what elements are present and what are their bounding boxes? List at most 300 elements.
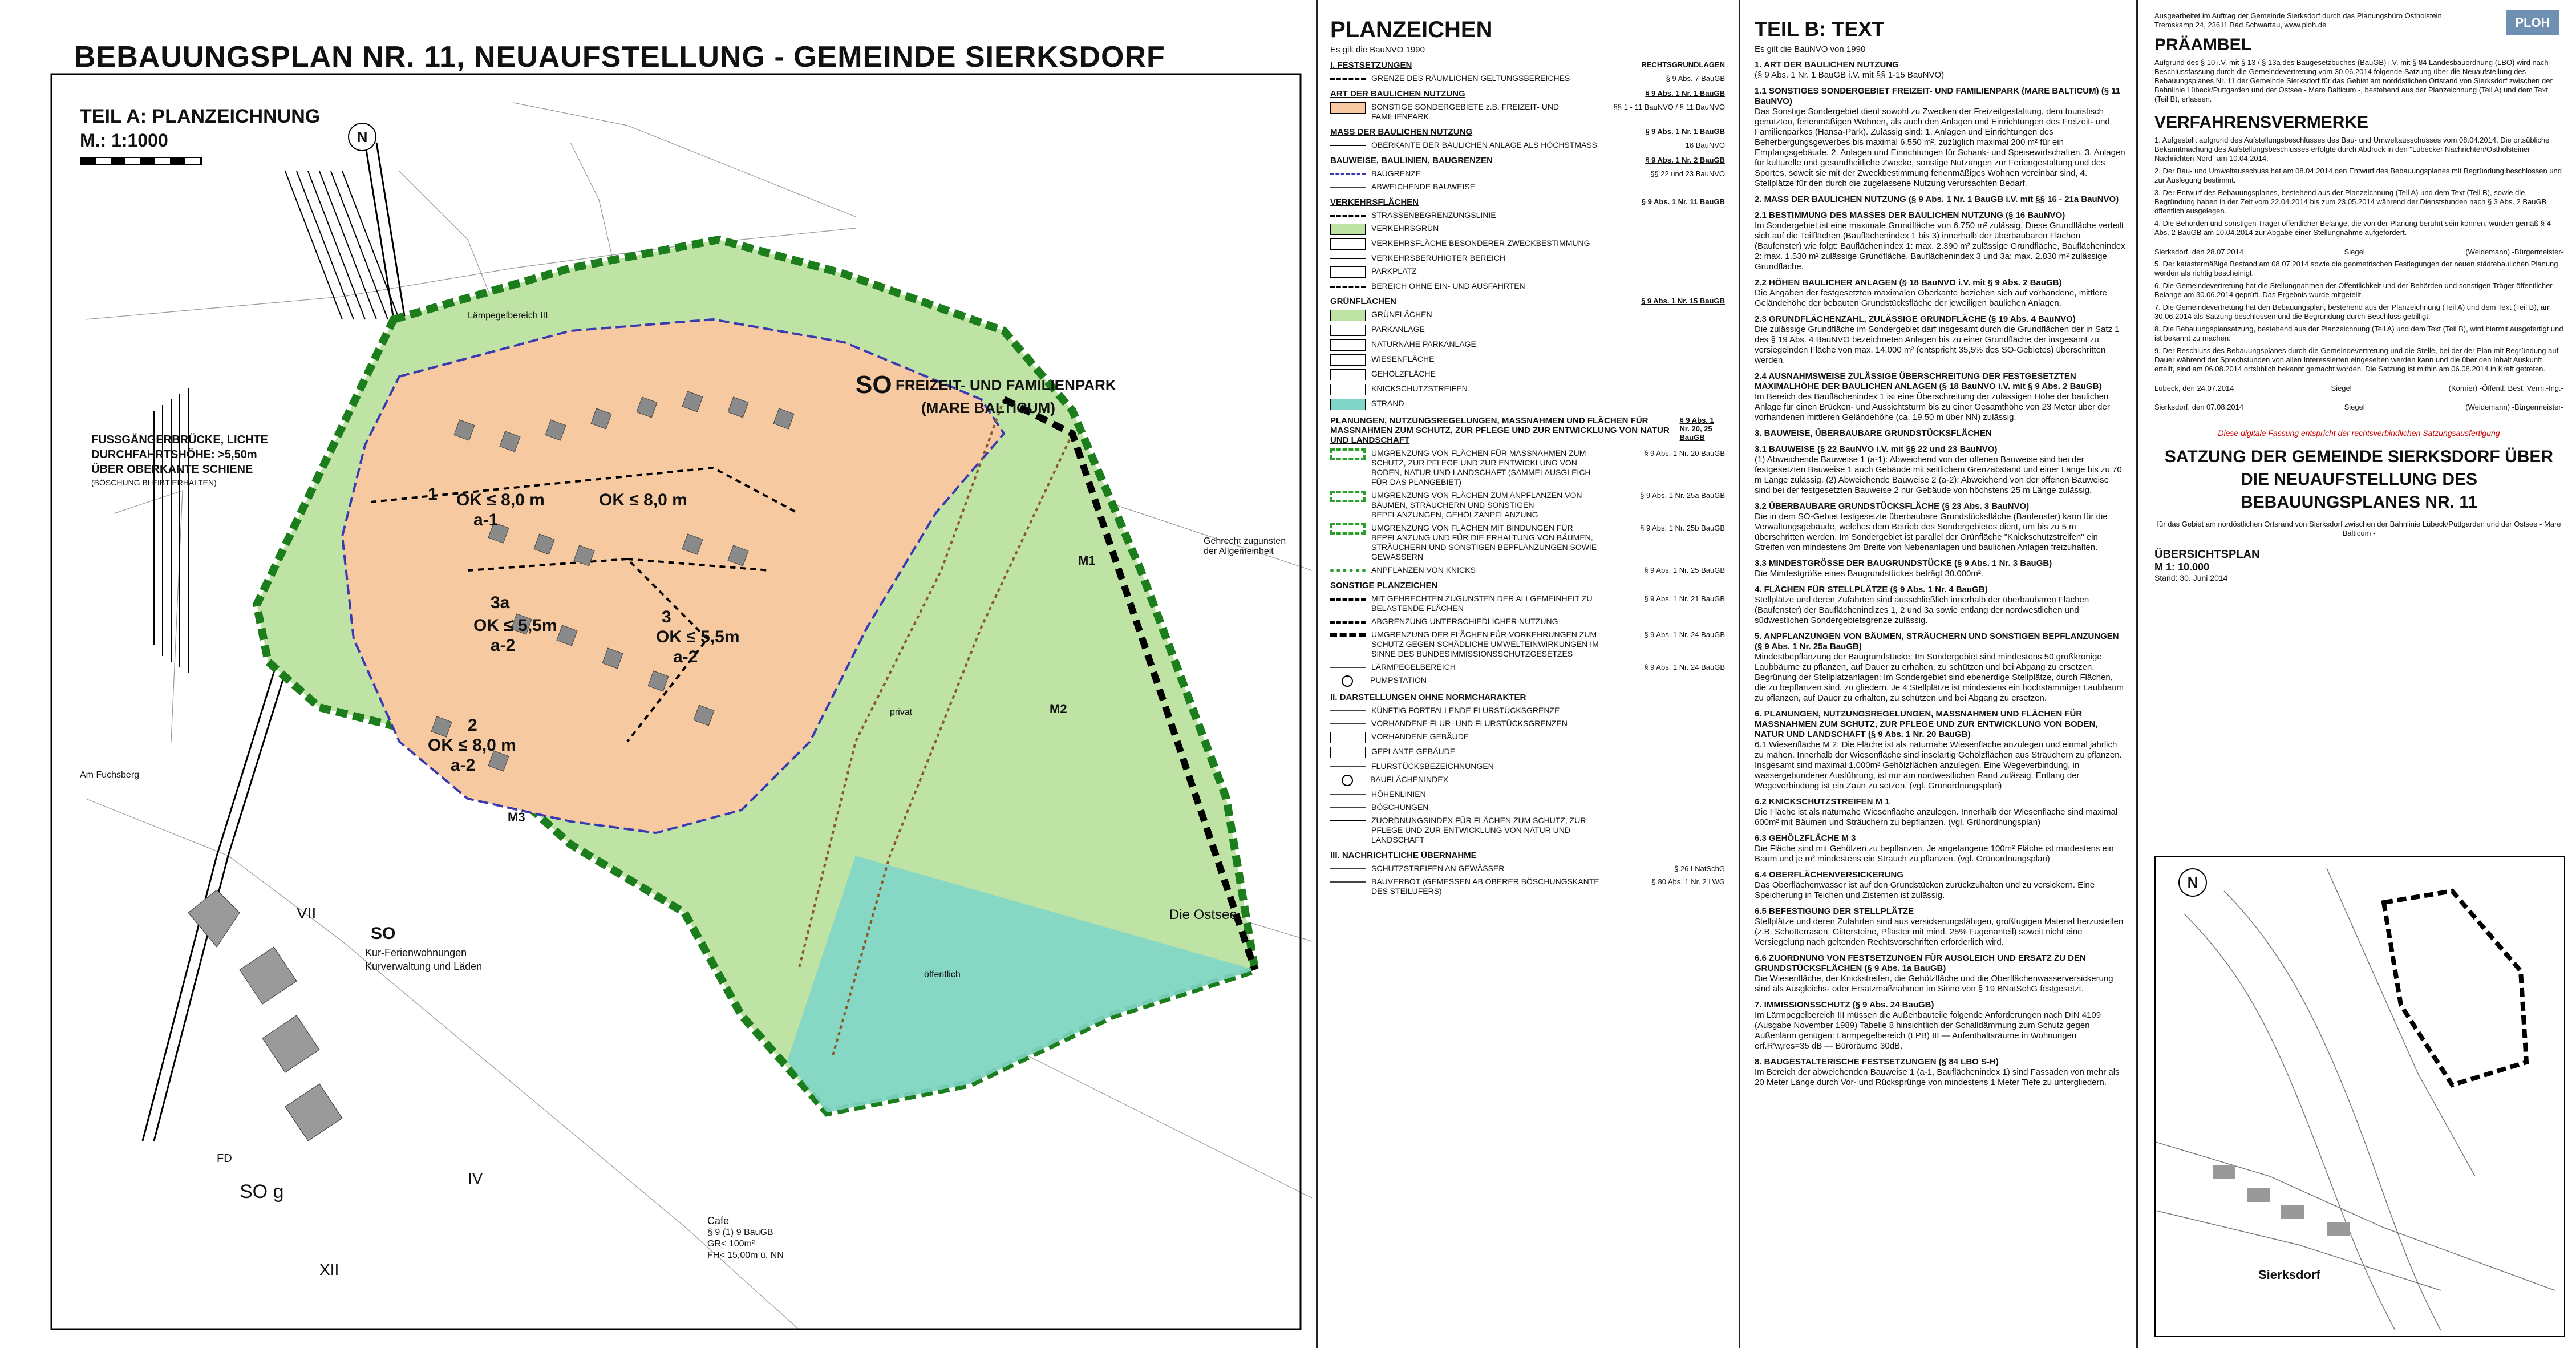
legend-section-title: SONSTIGE PLANZEICHEN [1330, 581, 1438, 590]
statute-title: SATZUNG DER GEMEINDE SIERKSDORF ÜBER DIE NEUAUFSTELLUNG DES BEBAUUNGSPLANES NR. 11 [2164, 447, 2554, 512]
legend-entry [1330, 182, 1725, 192]
legend-entry [1330, 369, 1725, 380]
legend-entry [1330, 74, 1725, 83]
legend-entry [1330, 719, 1725, 728]
signature-row-3 [2154, 403, 2563, 411]
legend-section-title: ART DER BAULICHEN NUTZUNG [1330, 89, 1465, 99]
overview-plan-title: ÜBERSICHTSPLAN [2154, 548, 2260, 561]
legend-beach-symbol-icon [1330, 399, 1366, 410]
legend-entry [1330, 662, 1725, 672]
legend-entry [1330, 732, 1725, 743]
overview-map-drawing [2156, 857, 2564, 1336]
overview-plan-scale: M 1: 10.000 [2154, 561, 2210, 573]
so-kur-text-2: Kurverwaltung und Läden [365, 961, 483, 972]
legend-entry-text: LÄRMPEGELBEREICH [1371, 662, 1456, 671]
legend-entry [1330, 448, 1725, 487]
legend-title: PLANZEICHEN [1330, 17, 1493, 42]
text-clause [1755, 444, 2126, 496]
legend-entry-ref: § 9 Abs. 1 Nr. 25b BauGB [1640, 524, 1725, 532]
text-clause-body: Das Sonstige Sondergebiet dient sowohl zu Zwecken der Freizeitgestaltung, dem touristisch genutzten, ferienmäßigen Wohnen, als auch den Anlagen und Einrichtungen des Freizeit- und Familienparkes (Hansa-Park). Zulässig sind: 1. Anlagen und Einrichtungen des Beherbergungsgewerbes bis maximal 6.550 m², zuzüglich maximal 200 m² für ein Empfangsgebäude, 2. Anlagen und Einrichtungen für Schank- und Speisewirtschaften, 3. Anlagen für kulturelle und gesundheitliche Zwecke, sonstige Nutzungen zur Feriengestaltung und des Sportes, soweit sie mit der Zweckbestimmung ferienmäßiges Wohnen vereinbar sind, 4. Stellplätze für den durch die zugelassene Nutzung verursachten Bedarf. [1755, 107, 2125, 188]
text-clause [1755, 558, 2126, 579]
scale-bar [80, 157, 202, 165]
legend-entry-ref: § 9 Abs. 1 Nr. 25a BauGB [1640, 491, 1725, 500]
legend-entry-text: ZUORDNUNGSINDEX FÜR FLÄCHEN ZUM SCHUTZ, ZUR PFLEGE UND ZUR ENTWICKLUNG VON NATUR UND LANDSCHAFT [1371, 816, 1586, 844]
legend-entry [1330, 399, 1725, 410]
legend-building-line-icon [1330, 173, 1366, 175]
text-body [1755, 60, 2126, 1088]
legend-subtitle: Es gilt die BauNVO 1990 [1330, 45, 1425, 55]
legend-entry-text: HÖHENLINIEN [1371, 790, 1426, 799]
bridge-note-1: FUSSGÄNGERBRÜCKE, LICHTE [91, 434, 269, 446]
cafe-rule: § 9 (1) 9 BauGB [707, 1228, 773, 1237]
legend-entry-text: UMGRENZUNG VON FLÄCHEN ZUM ANPFLANZEN VON BÄUMEN, STRÄUCHERN UND SONSTIGEN BEPFLANZUNGEN, GEHÖLZANPFLANZUNG [1371, 491, 1582, 519]
legend-entry [1330, 266, 1725, 278]
text-clause-body: Im Lärmpegelbereich III müssen die Außenbauteile folgende Anforderungen nach DIN 4109 (Ausgabe November 1989) Tabelle 8 hinsichtlich der Schalldämmung zum Schutz gegen Außenlärm genügen: Lärmpegelbereich (LPB) III — Aufenthaltsräume in Wohnungen erf.R'w,res=35 dB — Büroräume 30dB. [1755, 1010, 2101, 1051]
storey-vii: VII [297, 904, 317, 922]
legend-height-symbol-icon [1330, 145, 1366, 146]
legend-line-symbol-icon [1330, 766, 1366, 767]
text-clause-heading: 2.4 AUSNAHMSWEISE ZULÄSSIGE ÜBERSCHREITUNG DER FESTGESETZTEN MAXIMALHÖHE DER BAULICHEN ANLAGEN (§ 18 BauNVO i.V. mit § 9 Abs. 2 BauGB) [1755, 371, 2102, 391]
legend-entry [1330, 102, 1725, 122]
plan-title: BEBAUUNGSPLAN NR. 11, NEUAUFSTELLUNG - GEMEINDE SIERKSDORF [74, 41, 1165, 74]
legend-entry [1330, 339, 1725, 351]
legend-entry [1330, 224, 1725, 235]
m2-label: M2 [1050, 702, 1067, 716]
status-date: Stand: 30. Juni 2014 [2154, 573, 2228, 582]
text-clause-body: Im Sondergebiet ist eine maximale Grundfläche von 6.750 m² zulässig. Diese Grundfläche verteilt sich auf die Teilflächen (Bauflächenindex 1 bis 3) innerhalb der überbaubaren Flächen (Baufenster) wie folgt: Bauflächenindex 1: max. 2.390 m² zulässige Grundfläche, Bauflächenindex 2: max. 1.530 m² zulässige Grundfläche, Bauflächenindex 3 und 3a: max. 2.830 m² zulässige Grundfläche. [1755, 221, 2125, 272]
legend-green-symbol-icon [1330, 224, 1366, 235]
public-label: öffentlich [924, 970, 961, 979]
legend-entry-ref: §§ 22 und 23 BauNVO [1650, 169, 1725, 178]
legend-box-symbol-icon [1330, 339, 1366, 351]
legend-entry-ref: 16 BauNVO [1685, 141, 1725, 149]
legend-entry-text: VERKEHRSGRÜN [1371, 224, 1439, 233]
legend-section-heading [1330, 851, 1725, 860]
legend-section-title: PLANUNGEN, NUTZUNGSREGELUNGEN, MASSNAHMEN UND FLÄCHEN FÜR MASSNAHMEN ZUM SCHUTZ, ZUR PFLEGE UND ZUR ENTWICKLUNG VON NATUR UND LANDSCHAFT [1330, 416, 1670, 445]
text-clause [1755, 632, 2126, 703]
legend-entry-text: GEPLANTE GEBÄUDE [1371, 747, 1456, 756]
text-clause-heading: 2.2 HÖHEN BAULICHER ANLAGEN (§ 18 BauNVO i.V. mit § 9 Abs. 2 BauGB) [1755, 278, 2062, 288]
seal-2: Siegel [2331, 384, 2352, 392]
so-g-label: SO g [240, 1181, 284, 1203]
text-clause-heading: 2.3 GRUNDFLÄCHENZAHL, ZULÄSSIGE GRUNDFLÄCHE (§ 19 Abs. 4 BauNVO) [1755, 314, 2076, 324]
legend-section-title: BAUWEISE, BAULINIEN, BAUGRENZEN [1330, 156, 1493, 165]
legend-box-symbol-icon [1330, 354, 1366, 366]
legend-entry-text: FLURSTÜCKSBEZEICHNUNGEN [1371, 762, 1494, 771]
office-logo: PLOH [2506, 10, 2559, 35]
text-clause-body: Die Fläche ist als naturnahe Wiesenfläche anzulegen. Innerhalb der Wiesenfläche sind maximal 600m² mit Bäumen und Sträuchern zu bepflanzen. (vgl. Grünordnungsplan) [1755, 807, 2118, 827]
legend-entry-text: GEHÖLZFLÄCHE [1371, 369, 1436, 378]
cafe-gr: GR< 100m² [707, 1239, 755, 1249]
legend-entry-ref: §§ 1 - 11 BauNVO / § 11 BauNVO [1613, 103, 1725, 111]
text-clause-body: Im Bereich des Bauflächenindex 1 ist eine Überschreitung der zulässigen Höhe der baulichen Anlage für einen Brücken- und Aussichtsturm bis zu einer Gesamthöhe von 23 Meter über der vorhandenen mittleren Geländehöhe (ca. 19,50 m über NN) zulässig. [1755, 392, 2110, 422]
legend-entry [1330, 169, 1725, 179]
legend-entry-text: KNICKSCHUTZSTREIFEN [1371, 384, 1468, 393]
legend-entry-text: PARKANLAGE [1371, 325, 1425, 334]
legend-circle-symbol-icon [1342, 675, 1353, 687]
legend-section-ref: § 9 Abs. 1 Nr. 2 BauGB [1645, 156, 1725, 164]
statute-subtitle: für das Gebiet am nordöstlichen Ortsrand von Sierksdorf zwischen der Bahnlinie Lübeck/Puttgarden und der Ostsee - Mare Balticum - [2157, 520, 2561, 537]
so-kur-label: SO [371, 924, 396, 943]
legend-entry-ref: § 9 Abs. 1 Nr. 24 BauGB [1644, 630, 1725, 639]
legend-entry-text: SONSTIGE SONDERGEBIETE z.B. FREIZEIT- UND FAMILIENPARK [1371, 102, 1560, 121]
legend-section-title: I. FESTSETZUNGEN [1330, 60, 1412, 70]
legend-entry [1330, 816, 1725, 845]
text-clause [1755, 870, 2126, 901]
legend-boundary-symbol-icon [1330, 215, 1366, 217]
legend-entry [1330, 310, 1725, 321]
legend-section-ref: § 9 Abs. 1 Nr. 15 BauGB [1641, 297, 1725, 305]
index-3: 3 [662, 608, 671, 626]
right-of-way-note: Gehrecht zugunsten der Allgemeinheit [1204, 536, 1286, 556]
legend-entry-text: VORHANDENE FLUR- UND FLURSTÜCKSGRENZEN [1371, 719, 1568, 728]
legend-section-heading [1330, 416, 1725, 445]
baltic-sea-label: Die Ostsee [1169, 907, 1237, 922]
text-clause-body: Im Bereich der abweichenden Bauweise 1 (a-1, Bauflächenindex 1) sind Fassaden von mehr als 20 Meter Länge durch Vor- und Rücksprünge von mindestens 1 Meter Tiefe zu untergliedern. [1755, 1067, 2120, 1087]
height-label-4: OK ≤ 5,5m [656, 628, 740, 646]
legend-box-symbol-icon [1330, 325, 1366, 336]
text-clause [1755, 428, 2126, 439]
legend-box-symbol-icon [1330, 238, 1366, 250]
procedure-note: 4. Die Behörden und sonstigen Träger öffentlicher Belange, die von der Planung berührt sein können, wurden gemäß § 4 Abs. 2 BauGB am 10.04.2014 zur Abgabe einer Stellungnahme aufgefordert. [2154, 219, 2551, 237]
text-clause-body: (1) Abweichende Bauweise 1 (a-1): Abweichend von der offenen Bauweise sind bei der festgesetzten Bauweise 1 auch Gebäude mit seitlichem Grenzabstand und einer Länge bis zu 70 m Länge zulässig. (2) Abweichende Bauweise 2 (a-2): Abweichend von der offenen Bauweise sind bei der festgesetzten Bauweise 2 nur Gebäude von höchstens 25 m Länge zulässig. [1755, 455, 2122, 495]
text-clause-heading: 6.6 ZUORDNUNG VON FESTSETZUNGEN FÜR AUSGLEICH UND ERSATZ ZU DEN GRUNDSTÜCKSFLÄCHEN (§ 9 Abs. 1a BauGB) [1755, 953, 2086, 973]
legend-entry-text: STRAND [1371, 399, 1404, 408]
legend-section-heading [1330, 156, 1725, 165]
text-clause-heading: 2. MASS DER BAULICHEN NUTZUNG (§ 9 Abs. 1 Nr. 1 BauGB i.V. mit §§ 16 - 21a BauNVO) [1755, 195, 2119, 204]
legend-entry-text: KÜNFTIG FORTFALLENDE FLURSTÜCKSGRENZE [1371, 706, 1560, 715]
legend-entry [1330, 803, 1725, 812]
legend-line-symbol-icon [1330, 794, 1366, 795]
legend-entry [1330, 325, 1725, 336]
legend-entry-ref: § 9 Abs. 1 Nr. 21 BauGB [1644, 594, 1725, 603]
text-clause-heading: 6.4 OBERFLÄCHENVERSICKERUNG [1755, 870, 1903, 880]
legend-entry-text: VERKEHRSBERUHIGTER BEREICH [1371, 253, 1505, 262]
height-label-5: OK ≤ 8,0 m [428, 736, 516, 755]
text-clause-heading: 8. BAUGESTALTERISCHE FESTSETZUNGEN (§ 84 LBO S-H) [1755, 1057, 1999, 1067]
text-clause [1755, 314, 2126, 366]
legend-entry-text: VERKEHRSFLÄCHE BESONDERER ZWECKBESTIMMUNG [1371, 238, 1590, 248]
legend-green-border-icon [1330, 491, 1366, 502]
text-clause-heading: 3.3 MINDESTGRÖSSE DER BAUGRUNDSTÜCKE (§ 9 Abs. 1 Nr. 3 BauGB) [1755, 558, 2052, 568]
text-clause-heading: 6.3 GEHÖLZFLÄCHE M 3 [1755, 833, 1856, 843]
procedure-note: 8. Die Bebauungsplansatzung, bestehend aus der Planzeichnung (Teil A) und dem Text (Teil B), wird hiermit ausgefertigt und ist bekannt zu machen. [2154, 325, 2563, 342]
signature-person-1: (Weidemann) -Bürgermeister- [2465, 248, 2563, 256]
text-clause-heading: 6.2 KNICKSCHUTZSTREIFEN M 1 [1755, 797, 1890, 807]
legend-entry [1330, 565, 1725, 575]
legend-entry [1330, 706, 1725, 715]
legend-green-symbol-icon [1330, 310, 1366, 321]
seal-3: Siegel [2344, 403, 2365, 411]
legend-entry-text: STRASSENBEGRENZUNGSLINIE [1371, 211, 1496, 220]
procedure-note: 6. Die Gemeindevertretung hat die Stellungnahmen der Öffentlichkeit und der Behörden und sonstigen Träger öffentlicher Belange am 30.06.2014 geprüft. Das Ergebnis wurde mitgeteilt. [2154, 281, 2553, 299]
so-name-label: FREIZEIT- UND FAMILIENPARK [896, 377, 1116, 394]
legend-boundary-symbol-icon [1330, 598, 1366, 601]
legend-entry [1330, 775, 1725, 786]
legend-parking-symbol-icon [1330, 266, 1366, 278]
construction-type-a2: a-2 [491, 636, 516, 655]
legend-entry [1330, 630, 1725, 659]
signature-row-1 [2154, 248, 2563, 256]
signature-place-1: Sierksdorf, den 28.07.2014 [2154, 248, 2244, 256]
text-clause [1755, 195, 2126, 205]
text-clause [1755, 278, 2126, 309]
m3-label: M3 [508, 810, 525, 824]
legend-so-symbol-icon [1330, 102, 1366, 114]
legend-entry [1330, 211, 1725, 220]
legend-section-title: II. DARSTELLUNGEN OHNE NORMCHARAKTER [1330, 693, 1526, 702]
text-clause [1755, 1057, 2126, 1088]
index-3a: 3a [491, 593, 510, 612]
legend-section-ref: § 9 Abs. 1 Nr. 11 BauGB [1641, 197, 1725, 206]
text-clause [1755, 211, 2126, 272]
text-clause [1755, 1000, 2126, 1051]
text-clause-body: Stellplätze und deren Zufahrten sind ausschließlich innerhalb der überbaubaren Flächen (Baufenster) der Bauflächenindizes 1, 2 und 3a sowie entlang der nordwestlichen und südwestlichen Sondergebietsgrenze zulässig. [1755, 595, 2089, 625]
text-clause [1755, 833, 2126, 864]
private-label: privat [890, 707, 913, 717]
seal-1: Siegel [2344, 248, 2365, 256]
text-clause [1755, 585, 2126, 626]
legend-entry [1330, 140, 1725, 150]
signature-place-2: Lübeck, den 24.07.2014 [2154, 384, 2234, 392]
legend-boundary-symbol-icon [1330, 286, 1366, 288]
legend-entry [1330, 594, 1725, 613]
legend-entry-text: VORHANDENE GEBÄUDE [1371, 732, 1469, 741]
storey-iv: IV [468, 1169, 483, 1187]
plan-scale: M.: 1:1000 [80, 130, 168, 151]
legend-box-symbol-icon [1330, 384, 1366, 395]
legend-entry [1330, 762, 1725, 771]
legend-section-heading [1330, 581, 1725, 590]
height-label-3: OK ≤ 5,5m [473, 616, 557, 635]
office-note: Ausgearbeitet im Auftrag der Gemeinde Sierksdorf durch das Planungsbüro Ostholstein, Tremskamp 24, 23611 Bad Schwartau, www.ploh.de [2154, 11, 2444, 29]
overview-boundary [2384, 891, 2526, 1085]
legend-entry [1330, 747, 1725, 758]
m1-label: M1 [1078, 553, 1096, 568]
legend-entry-text: ABGRENZUNG UNTERSCHIEDLICHER NUTZUNG [1371, 617, 1558, 626]
signature-row-2 [2154, 384, 2563, 392]
legend-entry [1330, 281, 1725, 291]
text-clause-body: Die zulässige Grundfläche im Sondergebiet darf insgesamt durch die Grundflächen der in Satz 1 des § 19 Abs. 4 BauNVO bezeichneten Anlagen bis zu einer Grundfläche der insgesamt zu versiegelnden Fläche von max. 14.000 m² (entspricht 35,5% des SO-Gebietes) überschritten werden. [1755, 325, 2120, 365]
legend-entry-text: BEREICH OHNE EIN- UND AUSFAHRTEN [1371, 281, 1525, 290]
legend-entry-ref: § 9 Abs. 1 Nr. 24 BauGB [1644, 663, 1725, 671]
procedure-note: 9. Der Beschluss des Bebauungsplanes durch die Gemeindevertretung und die Stelle, bei der der Plan mit Begründung auf Dauer während der Sprechstunden von allen Interessierten eingesehen werden kann und die über den Inhalt Auskunft erteilt, sind am 06.08.2014 ortsüblich bekannt gemacht worden. Die Satzung ist mithin am 06.08.2014 in Kraft getreten. [2154, 346, 2559, 373]
procedure-note: 2. Der Bau- und Umweltausschuss hat am 08.04.2014 den Entwurf des Bebauungsplanes mit Begründung beschlossen und zur Auslegung bestimmt. [2154, 167, 2562, 184]
legend-entry [1330, 877, 1725, 896]
legend-entry-text: UMGRENZUNG VON FLÄCHEN FÜR MASSNAHMEN ZUM SCHUTZ, ZUR PFLEGE UND ZUR ENTWICKLUNG VON BODEN, NATUR UND LANDSCHAFT (SAMMELAUSGLEICH FÜR DAS PLANGEBIET) [1371, 448, 1591, 487]
legend-section-heading [1330, 89, 1725, 99]
legend-section-title: GRÜNFLÄCHEN [1330, 297, 1396, 306]
legend-entry-text: OBERKANTE DER BAULICHEN ANLAGE ALS HÖCHSTMASS [1371, 140, 1597, 149]
overview-map [2154, 856, 2565, 1337]
procedure-note: 5. Der katastermäßige Bestand am 08.07.2014 sowie die geometrischen Festlegungen der neuen städtebaulichen Planung werden als richtig bescheinigt. [2154, 260, 2558, 277]
text-clause-body: Die Fläche sind mit Gehölzen zu bepflanzen. Je angefangene 100m² Fläche ist mindestens ein Baum und je m² mindestens ein Strauch zu pflanzen. (vgl. Grünordnungsplan) [1755, 844, 2114, 864]
text-clause-body: Das Oberflächenwasser ist auf den Grundstücken zurückzuhalten und zu versickern. Eine Speicherung in Teichen und Zisternen ist zulässig. [1755, 880, 2095, 900]
text-clause-heading: 4. FLÄCHEN FÜR STELLPLÄTZE (§ 9 Abs. 1 Nr. 4 BauGB) [1755, 585, 1988, 594]
legend-hedge-symbol-icon [1330, 569, 1366, 572]
legend-body [1330, 60, 1725, 896]
legend-section-title: III. NACHRICHTLICHE ÜBERNAHME [1330, 851, 1477, 860]
legend-entry [1330, 790, 1725, 799]
procedure-notes-title: VERFAHRENSVERMERKE [2154, 113, 2369, 132]
index-1: 1 [428, 485, 438, 504]
cafe-fh: FH< 15,00m ü. NN [707, 1250, 784, 1260]
legend-entry-text: NATURNAHE PARKANLAGE [1371, 339, 1476, 349]
legend-m-symbol-icon [1330, 820, 1366, 821]
legend-entry-text: PARKPLATZ [1371, 266, 1417, 276]
legend-entry-ref: § 9 Abs. 7 BauGB [1666, 74, 1725, 83]
text-clause-heading: 1. ART DER BAULICHEN NUTZUNG [1755, 60, 1899, 70]
text-part-title: TEIL B: TEXT [1755, 17, 1885, 41]
legend-line-symbol-icon [1330, 868, 1366, 869]
bridge-note-2: DURCHFAHRTSHÖHE: >5,50m [91, 448, 257, 461]
text-panel [1744, 0, 2138, 1348]
legend-entry-text: MIT GEHRECHTEN ZUGUNSTEN DER ALLGEMEINHEIT ZU BELASTENDE FLÄCHEN [1371, 594, 1593, 613]
overview-town-label: Sierksdorf [2258, 1268, 2320, 1282]
procedure-note: 7. Die Gemeindevertretung hat den Bebauungsplan, bestehend aus der Planzeichnung (Teil A) und dem Text (Teil B), am 30.06.2014 als Satzung beschlossen und die Begründung durch Beschluss gebilligt. [2154, 303, 2551, 321]
legend-line-symbol-icon [1330, 187, 1366, 188]
legend-entry-text: BAUVERBOT (GEMESSEN AB OBERER BÖSCHUNGSKANTE DES STEILUFERS) [1371, 877, 1599, 896]
text-clause [1755, 953, 2126, 994]
text-clause-heading: 5. ANPFLANZUNGEN VON BÄUMEN, STRÄUCHERN UND SONSTIGEN BEPFLANZUNGEN (§ 9 Abs. 1 Nr. 25a BauGB) [1755, 632, 2119, 651]
legend-entry-text: GRÜNFLÄCHEN [1371, 310, 1432, 319]
text-clause-body: Mindestbepflanzung der Baugrundstücke: Im Sondergebiet sind mindestens 50 großkronige Laubbäume zu pflanzen, auf Dauer zu erhalten, zu schützen und bei Abgang zu ersetzen. Begrünung der Stellplatzanlagen: Im Sondergebiet sind ebenerdige Stellplätze, durch Flächen, die zu bepflanzen sind, zu gliedern. Je 4 Stellplätze ist mindestens ein hochstämmiger Laubbaum zu pflanzen, auf Dauer zu erhalten, zu schützen und bei Abgang zu ersetzen. [1755, 652, 2124, 703]
legend-line-symbol-icon [1330, 710, 1366, 711]
text-clause [1755, 371, 2126, 423]
legend-entry-text: UMGRENZUNG VON FLÄCHEN MIT BINDUNGEN FÜR BEPFLANZUNG UND FÜR DIE ERHALTUNG VON BÄUMEN, STRÄUCHERN UND SONSTIGEN BEPFLANZUNGEN SOWIE GEWÄSSERN [1371, 523, 1597, 561]
legend-section-heading [1330, 693, 1725, 702]
signature-person-3: (Weidemann) -Bürgermeister- [2465, 403, 2563, 411]
legend-section-heading [1330, 127, 1725, 137]
legend-entry [1330, 238, 1725, 250]
height-label-1: OK ≤ 8,0 m [456, 491, 545, 509]
legend-section-title: MASS DER BAULICHEN NUTZUNG [1330, 127, 1473, 137]
legend-section-title: VERKEHRSFLÄCHEN [1330, 197, 1419, 207]
legend-entry [1330, 354, 1725, 366]
part-a-title: TEIL A: PLANZEICHNUNG [80, 106, 321, 127]
legend-entry-text: BAUFLÄCHENINDEX [1370, 775, 1448, 784]
legend-boundary-symbol-icon [1330, 78, 1366, 80]
legend-entry [1330, 491, 1725, 520]
so-label: SO [856, 371, 892, 399]
north-arrow-icon: N [348, 123, 376, 151]
legend-entry [1330, 253, 1725, 263]
legend-green-border-icon [1330, 523, 1366, 535]
legend-entry-text: WIESENFLÄCHE [1371, 354, 1435, 363]
text-clause [1755, 501, 2126, 553]
construction-type-a2-c: a-2 [451, 756, 476, 775]
so-name-label-2: (MARE BALTICUM) [921, 399, 1055, 416]
construction-type-a1: a-1 [473, 511, 499, 529]
text-clause-heading: 6. PLANUNGEN, NUTZUNGSREGELUNGEN, MASSNAHMEN UND FLÄCHEN FÜR MASSNAHMEN ZUM SCHUTZ, ZUR PFLEGE UND ZUR ENTWICKLUNG VON BODEN, NATUR UND LANDSCHAFT (§ 9 Abs. 1 Nr. 20 BauGB) [1755, 709, 2098, 739]
legend-section-heading [1330, 60, 1725, 70]
storey-xii: XII [319, 1261, 339, 1278]
text-subtitle: Es gilt die BauNVO von 1990 [1755, 44, 1866, 54]
procedure-note: 1. Aufgestellt aufgrund des Aufstellungsbeschlusses des Bau- und Umweltausschusses vom 08.04.2014. Die ortsübliche Bekanntmachung des Aufstellungsbeschlusses erfolgte durch Abdruck in den "Lübecker Nachrichten/Ostholsteiner Nachrichten Nord" am 10.04.2014. [2154, 136, 2550, 163]
legend-entry [1330, 523, 1725, 562]
procedure-note: 3. Der Entwurf des Bebauungsplanes, bestehend aus der Planzeichnung (Teil A) und dem Text (Teil B), sowie die Begründung haben in der Zeit vom 22.04.2014 bis zum 23.05.2014 während der Dienststunden nach § 3 Abs. 2 BauGB öffentlich ausgelegen. [2154, 188, 2547, 215]
legend-entry [1330, 675, 1725, 687]
legend-entry [1330, 384, 1725, 395]
text-clause-heading: 6.5 BEFESTIGUNG DER STELLPLÄTZE [1755, 906, 1914, 916]
text-clause-heading: 3.2 ÜBERBAUBARE GRUNDSTÜCKSFLÄCHE (§ 23 Abs. 3 BauNVO) [1755, 501, 2030, 511]
legend-section-heading [1330, 297, 1725, 306]
text-clause [1755, 60, 2126, 80]
signature-person-2: (Kornier) -Öffentl. Best. Verm.-Ing.- [2448, 384, 2563, 392]
legend-protection-symbol-icon [1330, 633, 1366, 637]
legend-box-symbol-icon [1330, 732, 1366, 743]
index-2: 2 [468, 716, 477, 735]
legend-section-heading [1330, 197, 1725, 207]
legend-entry-text: ABWEICHENDE BAUWEISE [1371, 182, 1476, 191]
fd-label: FD [217, 1152, 232, 1165]
legend-entry-ref: § 9 Abs. 1 Nr. 25 BauGB [1644, 566, 1725, 574]
legend-entry-ref: § 80 Abs. 1 Nr. 2 LWG [1651, 877, 1725, 886]
legend-line-symbol-icon [1330, 881, 1366, 883]
text-clause-heading: 7. IMMISSIONSSCHUTZ (§ 9 Abs. 24 BauGB) [1755, 1000, 1934, 1010]
so-kur-text-1: Kur-Ferienwohnungen [365, 947, 467, 958]
preamble-title: PRÄAMBEL [2154, 35, 2251, 54]
legend-section-ref: § 9 Abs. 1 Nr. 1 BauGB [1645, 89, 1725, 98]
legend-entry-text: GRENZE DES RÄUMLICHEN GELTUNGSBEREICHES [1371, 74, 1570, 83]
cafe-label: Cafe [707, 1215, 730, 1226]
legend-v-symbol-icon [1330, 258, 1366, 259]
legend-panel [1321, 0, 1740, 1348]
text-clause-heading: 2.1 BESTIMMUNG DES MASSES DER BAULICHEN NUTZUNG (§ 16 BauNVO) [1755, 211, 2065, 220]
text-clause-heading: 1.1 SONSTIGES SONDERGEBIET FREIZEIT- UND FAMILIENPARK (MARE BALTICUM) (§ 11 BauNVO) [1755, 86, 2121, 106]
legend-entry-ref: § 9 Abs. 1 Nr. 20 BauGB [1644, 449, 1725, 458]
text-clause [1755, 709, 2126, 791]
text-clause-body: Die Angaben der festgesetzten maximalen Oberkante beziehen sich auf vorhandene, mittlere Geländehöhe der bebauten Grundstücksfläche der jeweiligen baulichen Anlagen. [1755, 288, 2107, 308]
text-clause-body: Stellplätze und deren Zufahrten sind aus versickerungsfähigen, großfugigen Material herzustellen (z.B. Schotterrasen, Gittersteine, Pflaster mit mind. 25% Fugenanteil) soweit nicht eine Versiegelung nach geltenden Rechtsvorschriften erforderlich wird. [1755, 917, 2124, 947]
legend-entry-text: SCHUTZSTREIFEN AN GEWÄSSER [1371, 864, 1505, 873]
legend-entry [1330, 617, 1725, 626]
legend-section-ref: RECHTSGRUNDLAGEN [1641, 60, 1725, 69]
signature-place-3: Sierksdorf, den 07.08.2014 [2154, 403, 2244, 411]
street-am-fuchsberg: Am Fuchsberg [80, 770, 140, 780]
noise-zone-label: Lämpegelbereich III [468, 311, 548, 321]
legend-entry-text: BAUGRENZE [1371, 169, 1421, 178]
overview-north-icon: N [2178, 868, 2207, 897]
text-clause-body: Die Mindestgröße eines Baugrundstückes beträgt 30.000m². [1755, 569, 1984, 578]
text-clause-body: Die Wiesenfläche, der Knickstreifen, die Gehölzfläche und die Oberflächenwasserversickerung sind als Ausgleichs- oder Ersatzmaßnahmen im Sinne von § 19 BNatSchG festgesetzt. [1755, 974, 2113, 994]
legend-box-symbol-icon [1330, 747, 1366, 758]
legend-entry-text: BÖSCHUNGEN [1371, 803, 1429, 812]
legend-box-symbol-icon [1330, 369, 1366, 380]
text-clause [1755, 86, 2126, 189]
bridge-note-4: (BÖSCHUNG BLEIBT ERHALTEN) [91, 478, 217, 487]
legend-section-ref: § 9 Abs. 1 Nr. 1 BauGB [1645, 127, 1725, 136]
text-clause [1755, 797, 2126, 828]
legend-line-symbol-icon [1330, 667, 1366, 668]
text-clause-body: Die in dem SO-Gebiet festgesetzte überbaubare Grundstücksfläche (Baufenster) kann für die Verwaltungsgebäude, welches dem Betrieb des Sondergebietes dient, um bis zu 5 m überschritten werden. Im Sondergebiet ist parallel der Grünfläche "Knickschutzstreifen" ein Streifen von mindestens 3m Breite von Nebenanlagen und baulichen Anlagen freizuhalten. [1755, 512, 2108, 552]
legend-boundary-symbol-icon [1330, 621, 1366, 624]
text-clause-heading: 3. BAUWEISE, ÜBERBAUBARE GRUNDSTÜCKSFLÄCHEN [1755, 428, 1992, 438]
text-clause-heading: 3.1 BAUWEISE (§ 22 BauNVO i.V. mit §§ 22 und 23 BauNVO) [1755, 444, 1998, 454]
legend-entry-text: PUMPSTATION [1370, 675, 1427, 685]
legend-entry-text: ANPFLANZEN VON KNICKS [1371, 565, 1476, 574]
height-label-2: OK ≤ 8,0 m [599, 491, 687, 509]
legend-section-ref: § 9 Abs. 1 Nr. 20, 25 BauGB [1679, 416, 1714, 442]
procedure-notes-list-2 [2154, 260, 2563, 374]
legend-circle-symbol-icon [1342, 775, 1353, 786]
legend-green-border-icon [1330, 448, 1366, 460]
legend-line-symbol-icon [1330, 723, 1366, 724]
procedure-notes-list [2154, 136, 2563, 237]
digital-version-note: Diese digitale Fassung entspricht der rechtsverbindlichen Satzungsausfertigung [2218, 428, 2500, 438]
text-clause-body: 6.1 Wiesenfläche M 2: Die Fläche ist als naturnahe Wiesenfläche anzulegen und einmal jährlich zu mähen. Innerhalb der Wiesenfläche sind inselartig Gehölzflächen aus Sträuchern zu pflanzen. Insgesamt sind maximal 1.000m² Gehölzflächen anzulegen. Eine Wegeverbindung, in wassergebundener Ausführung, ist nur am nordwestlichen Rand zulässig. Entlang der Wegeverbindung ist ein Zaun zu setzen. (vgl. Grünordnungsplan) [1755, 740, 2122, 791]
preamble-text: Aufgrund des § 10 i.V. mit § 13 / § 13a des Baugesetzbuches (BauGB) i.V. mit § 84 Landesbauordnung (LBO) wird nach Beschlussfassung durch die Gemeindevertretung vom 30.06.2014 folgende Satzung über die Neuaufstellung des Bebauungsplanes Nr. 11 der Gemeinde Sierksdorf für das Gebiet am nordöstlichen Ortsrand von Sierksdorf zwischen der Bahnlinie Lübeck/Puttgarden und der Ostsee - Mare Balticum -, bestehend aus der Planzeichnung (Teil A) und dem Text (Teil B), erlassen. [2154, 58, 2553, 103]
